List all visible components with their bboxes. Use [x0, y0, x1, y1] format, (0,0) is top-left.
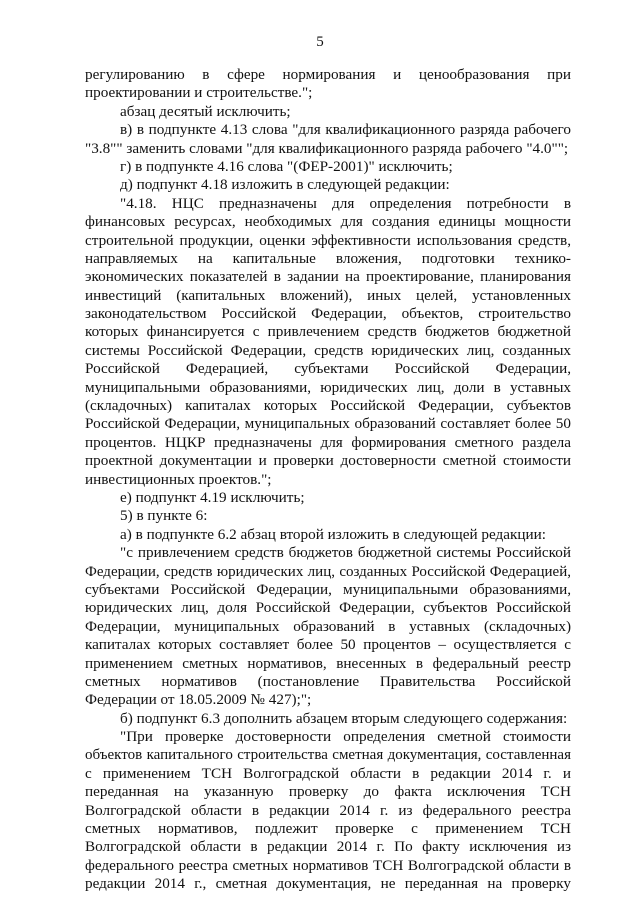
text-line: Волгоградской области в редакции 2014 г. из федерального реестра — [85, 801, 571, 819]
text-line: с применением ТСН Волгоградской области в редакции 2014 г. и — [85, 764, 571, 782]
text-line: капиталах которых составляет более 50 процентов – осуществляется с — [85, 636, 571, 654]
text-line: б) подпункт 6.3 дополнить абзацем вторым следующего содержания: — [120, 709, 568, 727]
text-line: Федерации, средств юридических лиц, созданных Российской Федерацией, — [85, 563, 571, 580]
text-line: Федерации, муниципальных образований в уставных (складочных) — [85, 617, 571, 635]
text-line: субъектами Российской Федерации, муниципальными образованиями, — [85, 580, 571, 598]
text-line: проектировании и строительстве."; — [85, 84, 313, 102]
text-line: федерального реестра сметных нормативов ТСН Волгоградской области в — [85, 856, 571, 874]
text-line: процентов. НЦКР предназначены для формирования сметного раздела — [85, 433, 571, 451]
text-line: регулированию в сфере нормирования и ценообразования при — [85, 66, 571, 83]
text-line: редакции 2014 г., сметная документация, не переданная на проверку — [85, 875, 571, 893]
text-line: "3.8"" заменить словами "для квалификационного разряда рабочего "4.0""; — [85, 139, 569, 157]
document-body — [85, 66, 571, 894]
text-line: законодательством Российской Федерации, объектов, строительство — [85, 305, 571, 323]
text-line: "с привлечением средств бюджетов бюджетной системы Российской — [120, 544, 571, 562]
text-line: Российской Федерацией, субъектами Российской Федерации, — [85, 360, 571, 378]
text-line: (складочных) капиталах которых Российской Федерации, субъектов — [85, 397, 571, 415]
text-line: переданная на указанную проверку до факта исключения ТСН — [85, 783, 571, 801]
text-line: проектной документации и проверки достоверности сметной стоимости — [85, 452, 571, 470]
text-line: д) подпункт 4.18 изложить в следующей редакции: — [120, 176, 450, 194]
text-line: сметных нормативов (постановление Правительства Российской — [85, 672, 571, 690]
text-line: а) в подпункте 6.2 абзац второй изложить в следующей редакции: — [120, 525, 546, 543]
text-line: е) подпункт 4.19 исключить; — [120, 488, 305, 506]
text-line: 5) в пункте 6: — [120, 507, 208, 525]
text-line: строительной продукции, оценки эффективности использования средств, — [85, 231, 571, 249]
text-line: применением сметных нормативов, внесенных в федеральный реестр — [85, 654, 571, 672]
text-line: которых финансируется с привлечением средств бюджетов бюджетной — [85, 323, 571, 341]
text-line: объектов капитального строительства сметная документация, составленная — [85, 747, 571, 764]
text-line: системы Российской Федерации, средств юридических лиц, созданных — [85, 341, 571, 359]
page-number: 5 — [316, 34, 324, 50]
text-line: сметных нормативов, подлежит проверке с применением ТСН — [85, 820, 571, 838]
text-line: финансовых ресурсах, необходимых для создания единицы мощности — [85, 213, 571, 231]
text-line: направляемых на капитальные вложения, подготовки технико- — [85, 249, 571, 267]
text-line: "4.18. НЦС предназначены для определения потребности в — [120, 194, 571, 212]
text-line: инвестиционных проектов."; — [85, 470, 272, 488]
text-line: "При проверке достоверности определения сметной стоимости — [120, 728, 571, 746]
text-line: экономических показателей в задании на проектирование, планирования — [85, 268, 571, 286]
text-line: г) в подпункте 4.16 слова "(ФЕР-2001)" исключить; — [120, 157, 453, 175]
text-line: Российской Федерации, муниципальных образований составляет более 50 — [85, 415, 571, 433]
text-line: в) в подпункте 4.13 слова "для квалификационного разряда рабочего — [120, 121, 571, 139]
text-line: юридических лиц, доля Российской Федерации, субъектов Российской — [85, 599, 571, 617]
text-line: муниципальными образованиями, юридических лиц, доли в уставных — [85, 378, 571, 396]
text-line: инвестиций (капитальных вложений), иных целей, установленных — [85, 286, 571, 304]
text-line: абзац десятый исключить; — [120, 102, 291, 120]
text-line: Волгоградской области в редакции 2014 г. По факту исключения из — [85, 838, 571, 856]
text-line: Федерации от 18.05.2009 № 427);"; — [85, 691, 312, 709]
